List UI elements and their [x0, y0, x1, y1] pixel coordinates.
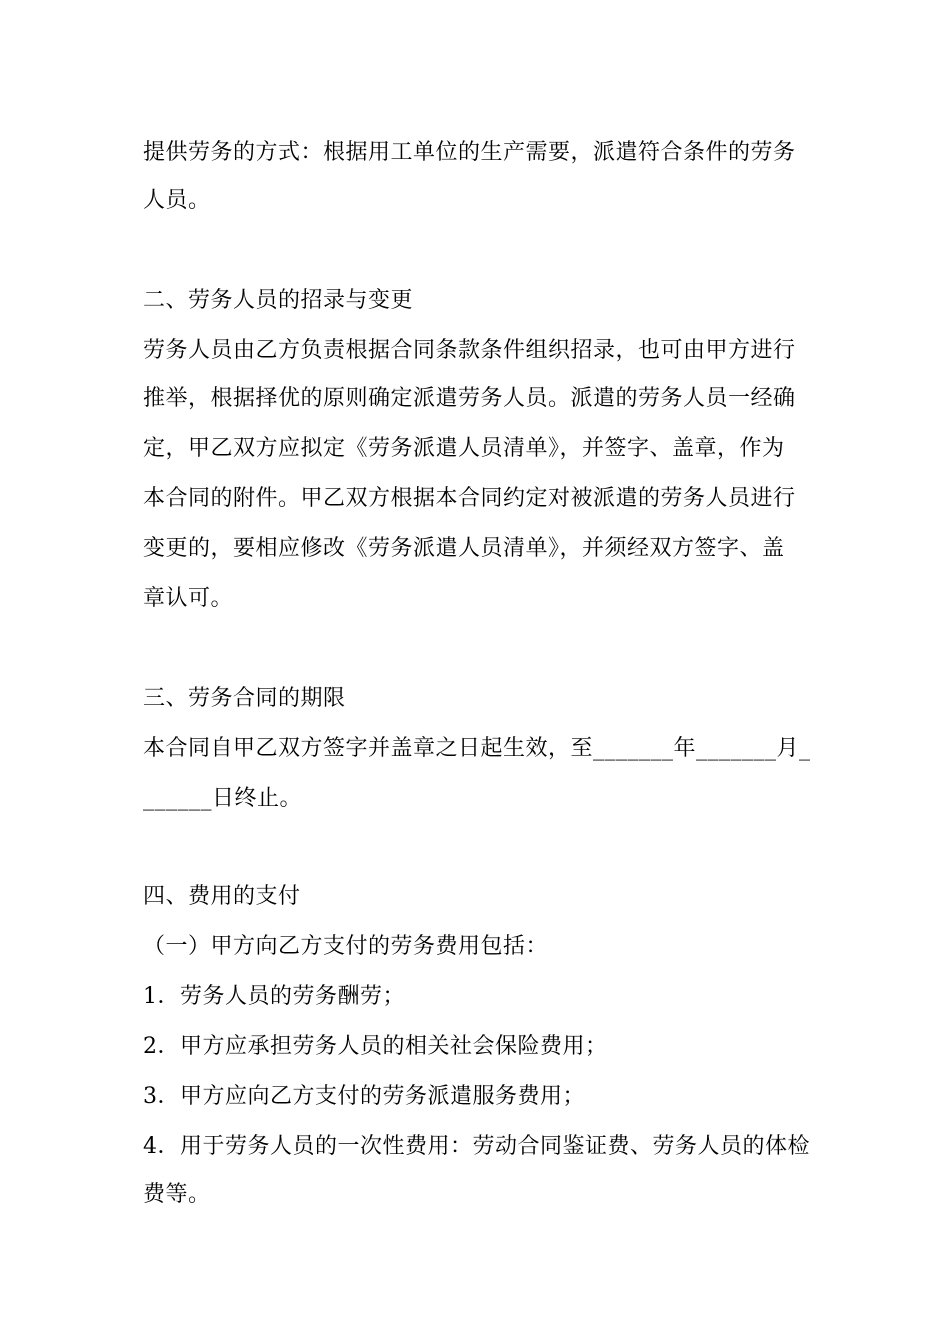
paragraph-line: 本合同的附件。甲乙双方根据本合同约定对被派遣的劳务人员进行	[143, 486, 796, 511]
list-item: 2．甲方应承担劳务人员的相关社会保险费用；	[143, 1034, 608, 1059]
paragraph-line: 定，甲乙双方应拟定《劳务派遣人员清单》，并签字、盖章，作为	[143, 436, 785, 461]
list-item-continuation: 费等。	[143, 1182, 211, 1207]
paragraph-line: ______日终止。	[143, 786, 303, 811]
paragraph-line: 人员。	[143, 188, 211, 213]
list-intro: （一）甲方向乙方支付的劳务费用包括：	[143, 934, 549, 959]
paragraph-line: 提供劳务的方式：根据用工单位的生产需要，派遣符合条件的劳务	[143, 140, 796, 165]
paragraph-line: 劳务人员由乙方负责根据合同条款条件组织招录，也可由甲方进行	[143, 338, 796, 363]
list-item: 3．甲方应向乙方支付的劳务派遣服务费用；	[143, 1084, 585, 1109]
paragraph-line: 本合同自甲乙双方签字并盖章之日起生效，至_______年_______月_	[143, 736, 811, 761]
section-heading: 四、费用的支付	[143, 884, 301, 909]
section-heading: 三、劳务合同的期限	[143, 686, 346, 711]
paragraph-line: 章认可。	[143, 586, 234, 611]
paragraph-line: 推举，根据择优的原则确定派遣劳务人员。派遣的劳务人员一经确	[143, 386, 796, 411]
section-heading: 二、劳务人员的招录与变更	[143, 288, 414, 313]
list-item: 4．用于劳务人员的一次性费用：劳动合同鉴证费、劳务人员的体检	[143, 1134, 810, 1159]
paragraph-line: 变更的，要相应修改《劳务派遣人员清单》，并须经双方签字、盖	[143, 536, 785, 561]
list-item: 1．劳务人员的劳务酬劳；	[143, 984, 405, 1009]
